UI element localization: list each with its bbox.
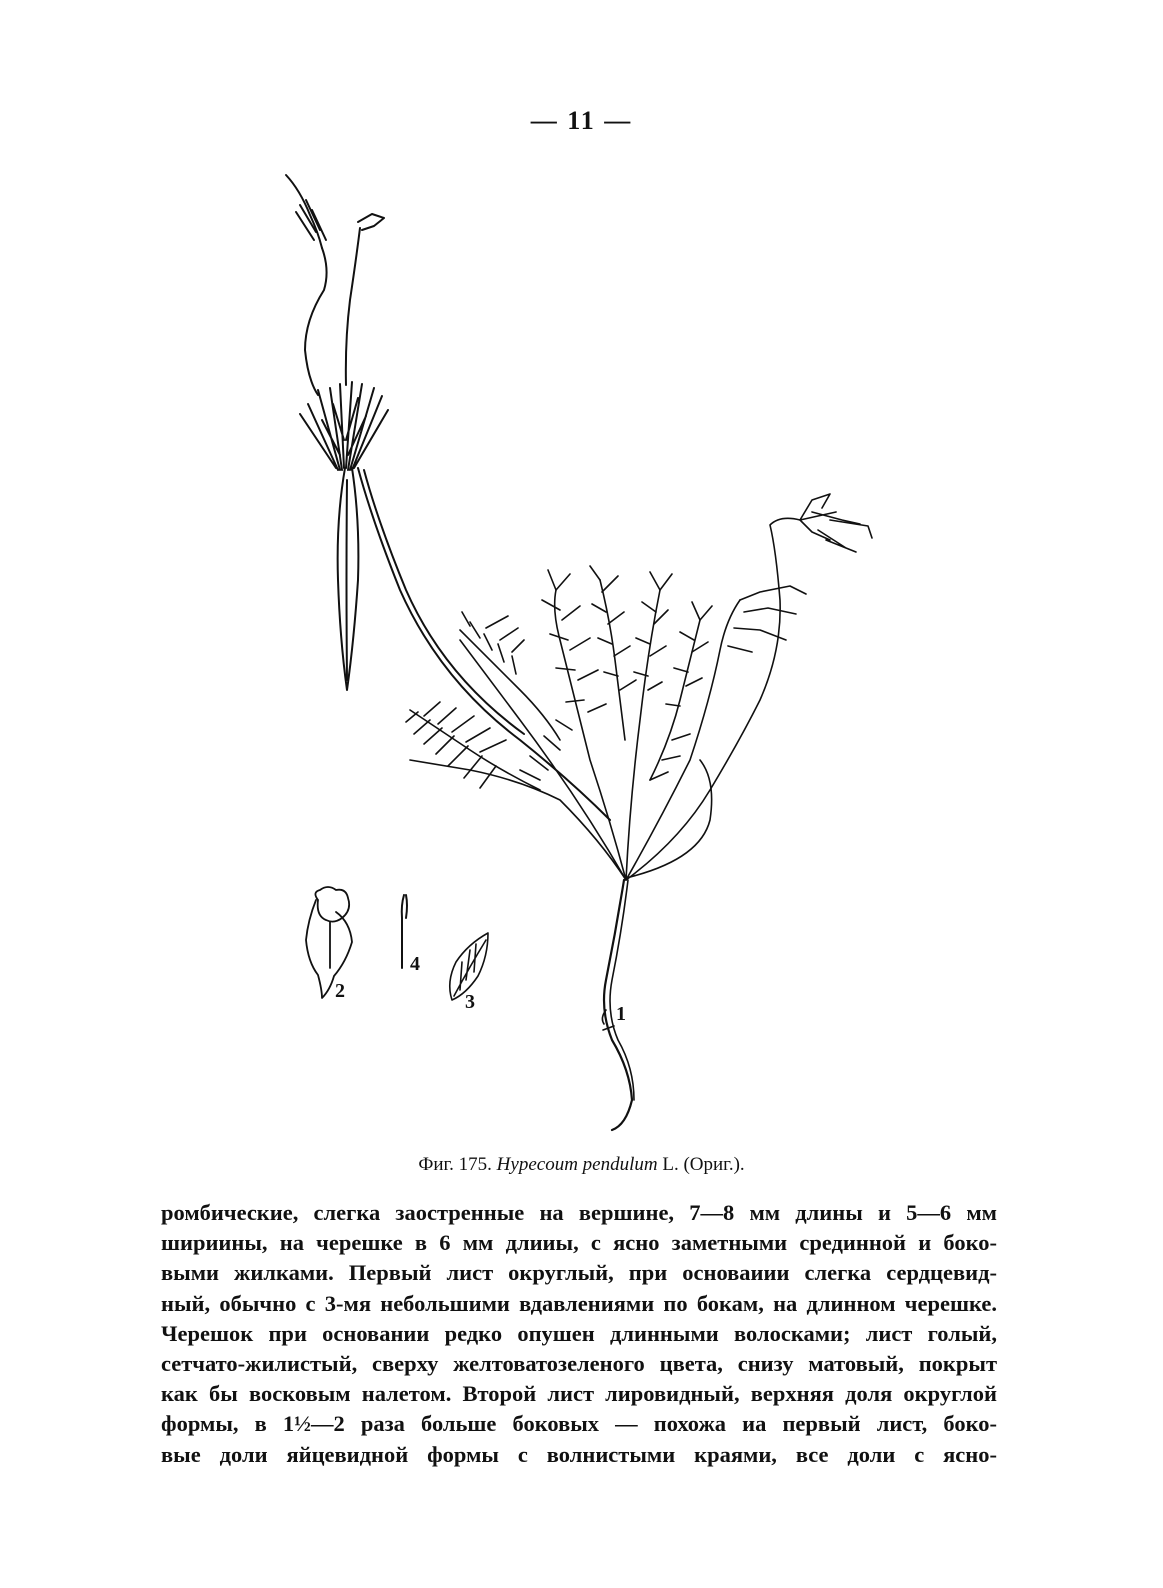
main-plant-drawing: [406, 494, 872, 1130]
sepal-detail-drawing: [450, 933, 488, 1000]
text-line: ный, обычно с 3-мя небольшими вдавлениями по бокам, на длинном черешке.: [161, 1290, 997, 1316]
text-line: Черешок при основании редко опушен длинными волосками; лист голый,: [161, 1320, 997, 1346]
caption-prefix: Фиг. 175.: [418, 1154, 497, 1175]
text-line: формы, в 1½—2 раза больше боковых — похожа иа первый лист, боко-: [161, 1411, 997, 1437]
text-line: шириины, на черешке в 6 мм длииы, с ясно заметными срединной и боко-: [161, 1230, 997, 1256]
figure-part-label-4: 4: [410, 953, 420, 975]
petal-detail-drawing: [306, 887, 352, 998]
stamen-detail-drawing: [402, 895, 407, 968]
body-text: [161, 1198, 997, 1470]
page-number: — 11 —: [530, 106, 633, 135]
figure-part-label-2: 2: [335, 980, 345, 1002]
figure-part-label-1: 1: [616, 1003, 626, 1025]
caption-suffix: L. (Ориг.).: [657, 1154, 745, 1175]
text-line: ромбические, слегка заостренные на вершине, 7—8 мм длины и 5—6 мм: [161, 1200, 997, 1225]
caption-latin-name: Hypecoum pendulum: [496, 1154, 658, 1175]
figure-caption: [0, 1154, 1163, 1176]
text-line: выми жилками. Первый лист округлый, при основаиии слегка сердцевид-: [161, 1260, 997, 1286]
text-line: как бы восковым налетом. Второй лист лировидный, верхняя доля округлой: [161, 1381, 997, 1407]
text-line: вые доли яйцевидной формы с волнистыми краями, все доли с ясно-: [161, 1441, 997, 1467]
figure-part-label-3: 3: [465, 991, 475, 1013]
text-line: сетчато-жилистый, сверху желтоватозеленого цвета, снизу матовый, покрыт: [161, 1351, 997, 1377]
